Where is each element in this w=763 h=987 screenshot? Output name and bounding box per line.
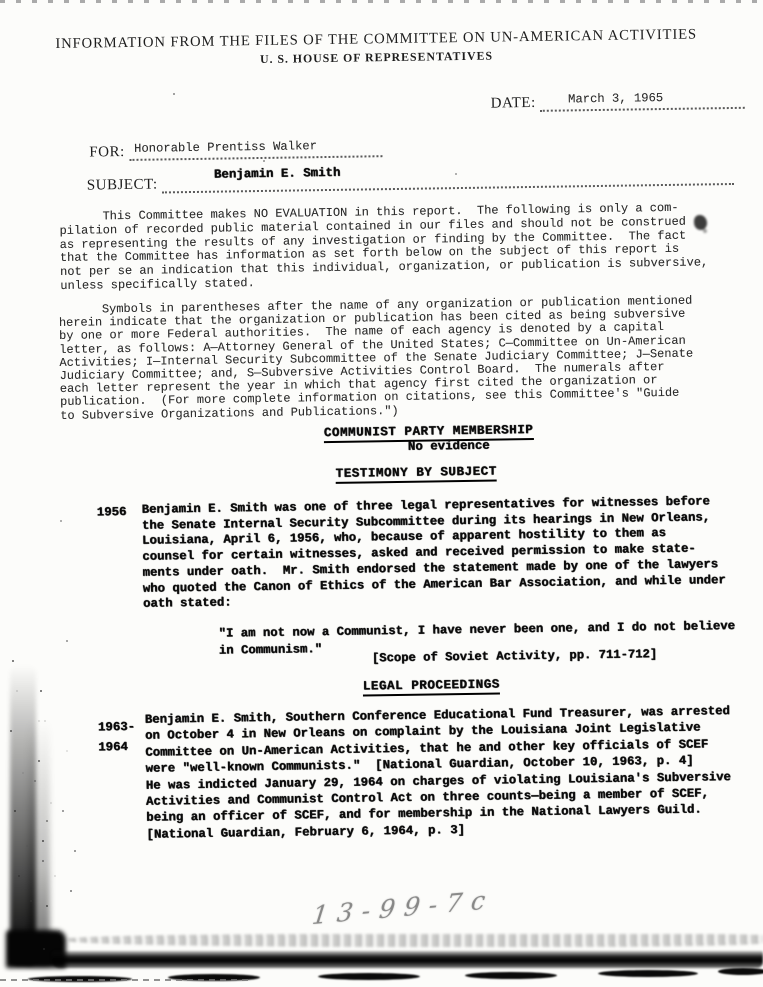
legal-years: 1963- 1964	[97, 719, 136, 755]
document-subtitle: U. S. HOUSE OF REPRESENTATIVES	[259, 48, 494, 66]
legal-section-heading: LEGAL PROCEEDINGS	[363, 677, 500, 694]
scan-bottom-dash	[465, 972, 557, 979]
document-title: INFORMATION FROM THE FILES OF THE COMMITTEE ON UN-AMERICAN ACTIVITIES	[55, 26, 698, 53]
for-value: Honorable Prentiss Walker	[134, 139, 318, 156]
scan-bottom-dash	[718, 968, 763, 975]
scan-left-shadow-outer	[28, 720, 50, 965]
legal-text: Benjamin E. Smith, Southern Conference Educational Fund Treasurer, was arrested on October 4 in New Orleans on complaint by the Louisiana Joint Legislative Committee on Un-American Activities, that he and other key officials of SCEF were "well-known Communists." [National Guardian, October 10, 1963, p. 4] He was indicted January 29, 1964 on charges of violating Louisiana's Subversive Activities and Communist Control Act on three counts—being a member of SCEF, being an officer of SCEF, and for membership in the National Lawyers Guild. [National Guardian, February 6, 1964, p. 3]	[144, 704, 732, 842]
for-label: FOR:	[89, 144, 125, 161]
membership-note: No evidence	[407, 438, 490, 454]
date-label: DATE:	[490, 94, 536, 112]
scan-bottom-dash	[318, 973, 420, 980]
date-value: March 3, 1965	[567, 91, 664, 107]
scan-bottom-thinline	[0, 979, 250, 981]
disclaimer-paragraph: This Committee makes NO EVALUATION in this report. The following is only a com- pilation of recorded public material contained in our files and should not be construed as representing the results of any investigation or finding by the Committee. The fact that the Committee has information as set forth below on the subject of this report is not per se an indication that this individual, organization, or publication is subversive, unless specifically stated.	[59, 200, 709, 293]
handwritten-note: 13-99-7c	[310, 884, 496, 931]
scan-speckle-noise	[455, 173, 457, 175]
testimony-section-heading: TESTIMONY BY SUBJECT	[335, 464, 496, 481]
for-row	[89, 139, 382, 161]
testimony-quote: "I am not now a Communist, I have never been one, and I do not believe in Communism."	[218, 619, 736, 658]
scan-speckle-noise	[66, 640, 68, 642]
testimony-text: Benjamin E. Smith was one of three legal representatives for witnesses before the Senate Internal Security Subcommittee during its hearings in New Orleans, Louisiana, April 6, 1956, who, because of apparent hostility to them as counsel for certain witnesses, asked and received permission to make state- ments under oath. Mr. Smith endorsed the statement made by one of the lawyers who quoted the Canon of Ethics of the American Bar Association, and while under oath stated:	[141, 494, 726, 612]
scan-speckle-noise	[40, 690, 42, 692]
ink-smudge-mark	[694, 215, 707, 230]
subject-label: SUBJECT:	[86, 176, 158, 194]
subject-line	[162, 165, 734, 193]
subject-value: Benjamin E. Smith	[213, 165, 341, 182]
symbols-paragraph: Symbols in parentheses after the name of any organization or publication mentioned herein indicate that the organization or publication has been cited as being subversive by one or more Federal authorities. The name of each agency is denoted by a capital letter, as follows: A—Attorney General of the United States; C—Committee on Un-American Activities; I—Internal Security Subcommittee of the Senate Judiciary Committee; J—Senate Judiciary Committee; and, S—Subversive Activities Control Board. The numerals after each letter represent the year in which that agency first cited the organization or publication. (For more complete information on citations, see this Committee's "Guide to Subversive Organizations and Publications.")	[58, 293, 694, 423]
date-row	[491, 91, 746, 113]
testimony-citation: [Scope of Soviet Activity, pp. 711-712]	[371, 647, 658, 666]
subject-row	[87, 167, 734, 195]
scan-speckle-noise	[263, 160, 265, 162]
scan-speckle-noise	[60, 520, 62, 522]
date-line	[540, 93, 745, 112]
membership-section-heading: COMMUNIST PARTY MEMBERSHIP	[324, 422, 534, 440]
testimony-year: 1956	[96, 505, 127, 520]
scan-speckle-noise	[173, 93, 175, 95]
scan-speckle-noise	[12, 660, 14, 662]
for-line	[129, 141, 382, 161]
scan-bottom-smudge	[62, 934, 763, 947]
scan-bottom-dash	[598, 970, 698, 977]
scan-bottom-band	[52, 951, 763, 968]
